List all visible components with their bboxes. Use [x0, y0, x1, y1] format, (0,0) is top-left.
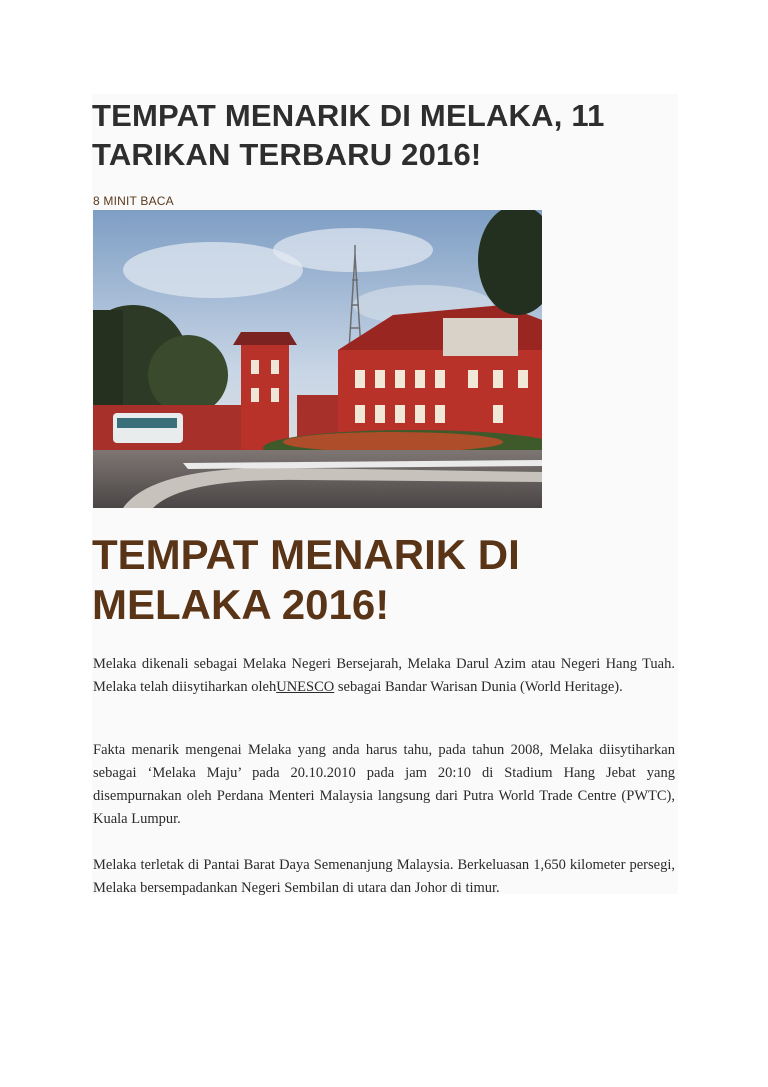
article-title: TEMPAT MENARIK DI MELAKA, 11 TARIKAN TERBARU 2016! — [92, 98, 605, 172]
unesco-link[interactable]: UNESCO — [276, 679, 335, 695]
paragraph-intro-text: Melaka dikenali sebagai Melaka Negeri Bersejarah, Melaka Darul Azim atau Negeri Hang Tuah. Melaka telah diisytiharkan oleh — [93, 656, 675, 695]
paragraph-location: Melaka terletak di Pantai Barat Daya Semenanjung Malaysia. Berkeluasan 1,650 kilometer persegi, Melaka bersempadankan Negeri Sembilan di utara dan Johor di timur. — [93, 857, 675, 896]
read-time-label: 8 MINIT BACA — [93, 194, 174, 208]
article-subtitle: TEMPAT MENARIK DI MELAKA 2016! — [92, 531, 520, 628]
paragraph-intro — [93, 653, 675, 699]
paragraph-facts: Fakta menarik mengenai Melaka yang anda harus tahu, pada tahun 2008, Melaka diisytiharkan sebagai ‘Melaka Maju’ pada 20.10.2010 pada jam 20:10 di Stadium Hang Jebat yang disempurnakan oleh Perdana Menteri Malaysia langsung dari Putra World Trade Centre (PWTC), Kuala Lumpur. — [93, 742, 675, 827]
paragraph-intro-tail: sebagai Bandar Warisan Dunia (World Heritage). — [334, 679, 623, 695]
hero-image — [93, 210, 542, 508]
